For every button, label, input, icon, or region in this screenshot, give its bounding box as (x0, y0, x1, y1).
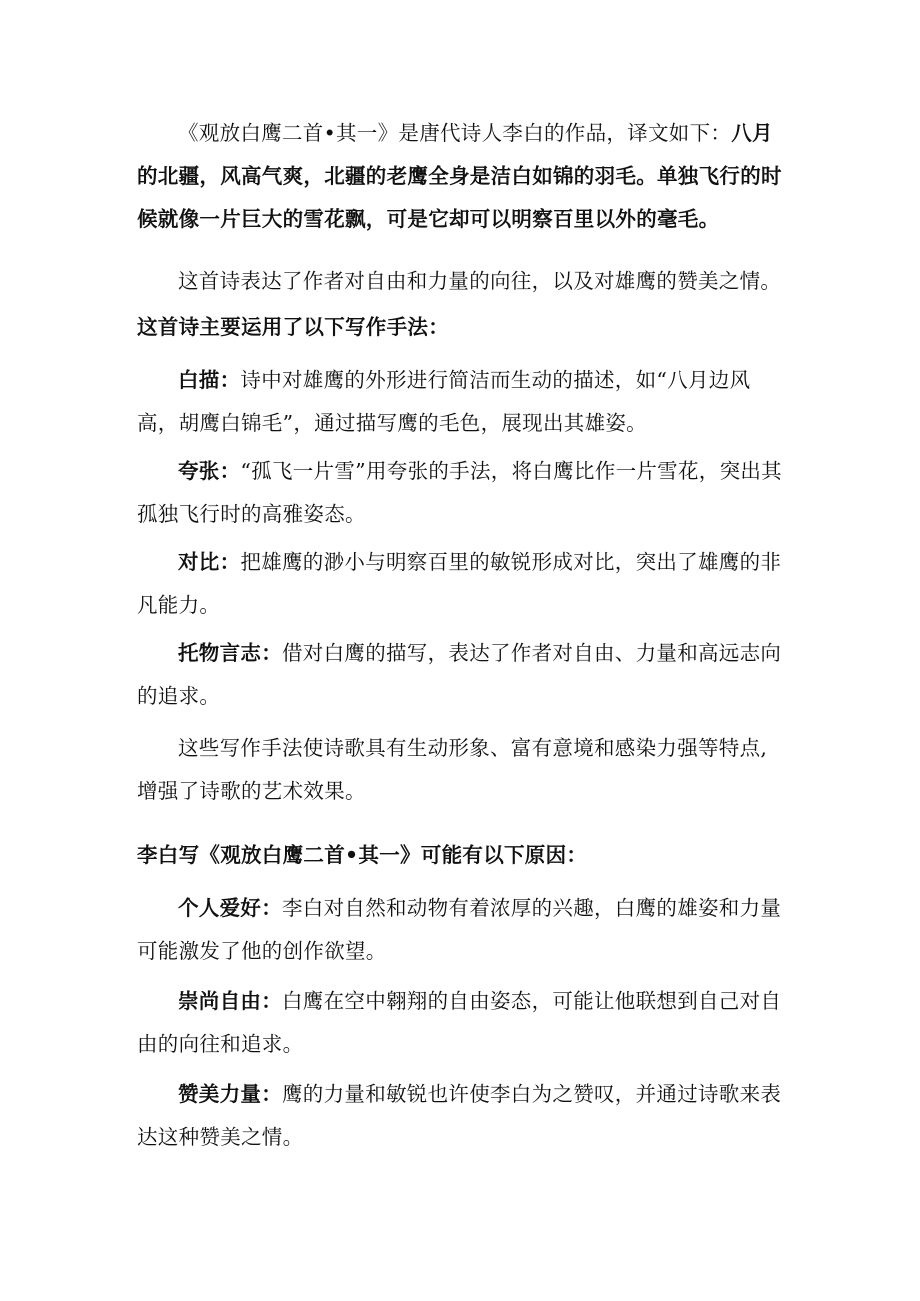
intro-paragraph (137, 112, 787, 241)
reasons-heading: 李白写《观放白鹰二首•其一》可能有以下原因： (137, 843, 588, 867)
technique-item (137, 632, 787, 718)
technique-text: 把雄鹰的渺小与明察百里的敏锐形成对比，突出了雄鹰的非凡能力。 (137, 550, 782, 617)
intro-translation-text: 八月的北疆，风高气爽，北疆的老鹰全身是洁白如锦的羽毛。单独飞行的时候就像一片巨大的雪花飘，可是它却可以明察百里以外的毫毛。 (137, 121, 782, 231)
technique-item (137, 541, 787, 627)
expresses-paragraph: 这首诗表达了作者对自由和力量的向往，以及对雄鹰的赞美之情。 (178, 269, 782, 293)
reason-item (137, 980, 787, 1066)
technique-text: 诗中对雄鹰的外形进行简洁而生动的描述，如“八月边风高，胡鹰白锦毛”，通过描写鹰的毛色，展现出其雄姿。 (137, 368, 751, 435)
summary-paragraph: 这些写作手法使诗歌具有生动形象、富有意境和感染力强等特点,增强了诗歌的艺术效果。 (137, 736, 768, 803)
reason-item (137, 1073, 787, 1159)
reason-text: 白鹰在空中翱翔的自由姿态，可能让他联想到自己对自由的向往和追求。 (137, 989, 782, 1056)
intro-normal-text: 《观放白鹰二首•其一》是唐代诗人李白的作品，译文如下： (178, 121, 732, 145)
reason-label: 个人爱好： (178, 896, 282, 920)
technique-item (137, 359, 787, 445)
reason-label: 赞美力量： (178, 1082, 282, 1106)
technique-label: 对比： (178, 550, 241, 574)
reason-text: 鹰的力量和敏锐也许使李白为之赞叹，并通过诗歌来表达这种赞美之情。 (137, 1082, 782, 1149)
technique-item (137, 450, 787, 536)
technique-label: 夸张： (178, 459, 241, 483)
technique-text: “孤飞一片雪”用夸张的手法，将白鹰比作一片雪花，突出其孤独飞行时的高雅姿态。 (137, 459, 782, 526)
reason-label: 崇尚自由： (178, 989, 282, 1013)
technique-label: 托物言志： (178, 641, 282, 665)
technique-label: 白描： (178, 368, 241, 392)
reason-item (137, 887, 787, 973)
reason-text: 李白对自然和动物有着浓厚的兴趣，白鹰的雄姿和力量可能激发了他的创作欲望。 (137, 896, 782, 963)
technique-text: 借对白鹰的描写，表达了作者对自由、力量和高远志向的追求。 (137, 641, 782, 708)
techniques-heading: 这首诗主要运用了以下写作手法： (137, 315, 449, 339)
